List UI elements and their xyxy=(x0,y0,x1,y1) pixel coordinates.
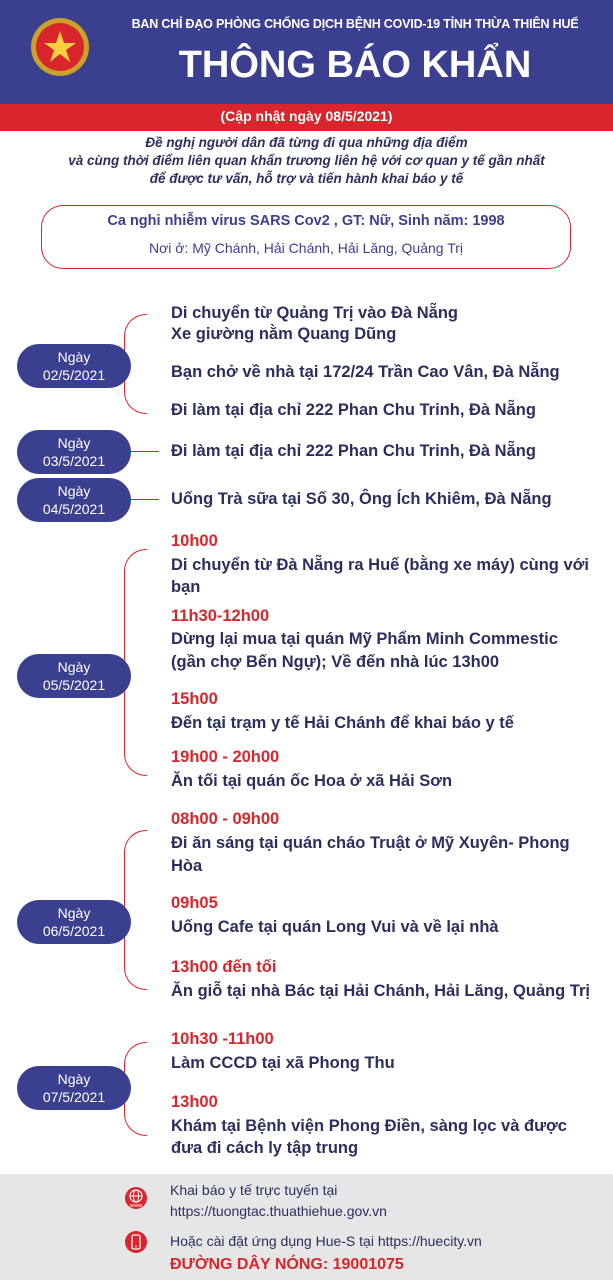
event-text: Đi ăn sáng tại quán cháo Truật ở Mỹ Xuyên- Phong xyxy=(171,834,570,852)
day-label: Ngày xyxy=(57,659,91,675)
event-text: Uống Trà sữa tại Số 30, Ông Ích Khiêm, Đà Nẵng xyxy=(171,490,552,508)
day-label: Ngày xyxy=(57,905,91,921)
intro-line: để được tư vấn, hỗ trợ và tiến hành khai báo y tế xyxy=(149,171,464,186)
globe-www-icon xyxy=(125,1187,147,1209)
event-text: Di chuyển từ Quảng Trị vào Đà Nẵng xyxy=(171,304,458,322)
day-label: Ngày xyxy=(57,1071,91,1087)
event-text: Xe giường nằm Quang Dũng xyxy=(171,325,397,343)
www-label: www xyxy=(129,1203,143,1209)
day-date: 03/5/2021 xyxy=(42,453,106,469)
event-text: Ăn tối tại quán ốc Hoa ở xã Hải Sơn xyxy=(171,772,453,790)
connector-line xyxy=(131,451,159,452)
footer-app-text[interactable]: Hoặc cài đặt ứng dụng Hue-S tại https://huecity.vn xyxy=(170,1233,482,1249)
event-text: Dừng lại mua tại quán Mỹ Phẩm Minh Commestic xyxy=(171,630,558,648)
case-address: Nơi ở: Mỹ Chánh, Hải Chánh, Hải Lăng, Quảng Trị xyxy=(148,240,464,256)
event-text: Bạn chở về nhà tại 172/24 Trần Cao Vân, Đà Nẵng xyxy=(171,363,560,381)
event-text: Đi làm tại địa chỉ 222 Phan Chu Trinh, Đà Nẵng xyxy=(171,442,536,460)
organization-name: BAN CHỈ ĐẠO PHÒNG CHỐNG DỊCH BỆNH COVID-19 TỈNH THỪA THIÊN HUẾ xyxy=(131,17,579,31)
footer-text: Khai báo y tế trực tuyến tại xyxy=(170,1182,338,1198)
hotline[interactable]: ĐƯỜNG DÂY NÓNG: 19001075 xyxy=(170,1256,404,1273)
connector-line xyxy=(131,499,159,500)
footer-link[interactable]: https://tuongtac.thuathiehue.gov.vn xyxy=(170,1203,387,1219)
event-time: 11h30-12h00 xyxy=(171,607,270,625)
national-emblem-icon xyxy=(30,17,90,77)
case-title: Ca nghi nhiễm virus SARS Cov2 , GT: Nữ, Sinh năm: 1998 xyxy=(107,213,505,229)
event-text: Di chuyển từ Đà Nẵng ra Huế (bằng xe máy) cùng với xyxy=(171,556,589,574)
event-time: 13h00 xyxy=(171,1093,218,1111)
event-text: bạn xyxy=(171,578,201,596)
event-text: Làm CCCD tại xã Phong Thu xyxy=(171,1054,395,1072)
day-date: 07/5/2021 xyxy=(42,1089,106,1105)
day-pill-06-5 xyxy=(17,900,131,944)
event-text: Đến tại trạm y tế Hải Chánh để khai báo y tế xyxy=(171,714,514,732)
event-time: 13h00 đến tối xyxy=(171,958,277,976)
day-date: 06/5/2021 xyxy=(42,923,106,939)
intro-line: Đề nghị người dân đã từng đi qua những địa điểm xyxy=(145,135,468,150)
day-date: 02/5/2021 xyxy=(42,367,106,383)
day-label: Ngày xyxy=(57,483,91,499)
update-date: (Cập nhật ngày 08/5/2021) xyxy=(220,108,393,124)
event-text: (gần chợ Bến Ngự); Về đến nhà lúc 13h00 xyxy=(171,653,500,671)
event-text: Đi làm tại địa chỉ 222 Phan Chu Trinh, Đà Nẵng xyxy=(171,401,536,419)
event-text: Hòa xyxy=(171,857,203,875)
event-text: Uống Cafe tại quán Long Vui và về lại nhà xyxy=(171,918,499,936)
intro-text xyxy=(0,134,613,188)
event-time: 10h00 xyxy=(171,532,218,550)
event-time: 08h00 - 09h00 xyxy=(171,810,280,828)
event-text: Ăn giỗ tại nhà Bác tại Hải Chánh, Hải Lăng, Quảng Trị xyxy=(171,982,590,1000)
day-pill-05-5 xyxy=(17,654,131,698)
event-time: 15h00 xyxy=(171,690,218,708)
day-pill-03-5 xyxy=(17,430,131,474)
day-pill-02-5 xyxy=(17,344,131,388)
event-time: 19h00 - 20h00 xyxy=(171,748,280,766)
intro-line: và cùng thời điểm liên quan khẩn trương liên hệ với cơ quan y tế gần nhất xyxy=(68,153,545,168)
event-time: 10h30 -11h00 xyxy=(171,1030,274,1048)
event-time: 09h05 xyxy=(171,894,218,912)
day-pill-07-5 xyxy=(17,1066,131,1110)
page-title: THÔNG BÁO KHẨN xyxy=(178,44,532,86)
app-phone-icon xyxy=(125,1231,147,1253)
event-text: đưa đi cách ly tập trung xyxy=(171,1139,359,1157)
day-label: Ngày xyxy=(57,349,91,365)
day-pill-04-5 xyxy=(17,478,131,522)
event-text: Khám tại Bệnh viện Phong Điền, sàng lọc và được xyxy=(171,1117,567,1135)
day-date: 05/5/2021 xyxy=(42,677,106,693)
day-label: Ngày xyxy=(57,435,91,451)
day-date: 04/5/2021 xyxy=(42,501,106,517)
